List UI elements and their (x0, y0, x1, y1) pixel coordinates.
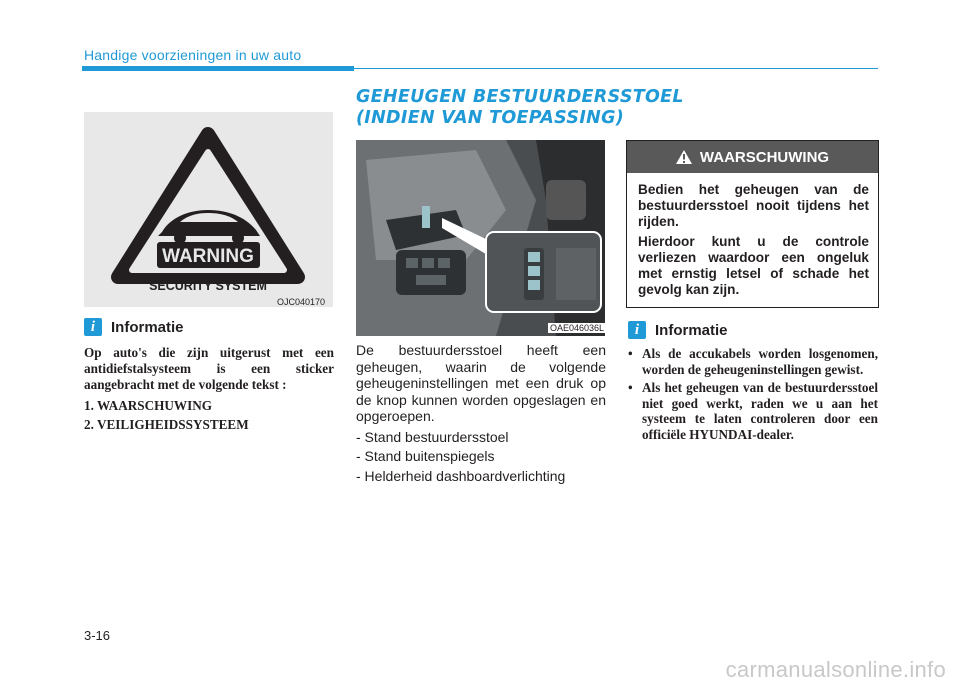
info-bullet-item: • Als de accukabels worden losgenomen, worden de geheugeninstellingen gewist. (628, 346, 878, 377)
info-heading-right (628, 321, 728, 339)
memory-setting-item: - Stand buitenspiegels (356, 448, 495, 464)
page-number: 3-16 (84, 628, 111, 643)
warning-body (627, 173, 878, 298)
sticker-warning-word: WARNING (162, 246, 254, 267)
info-text-left (84, 345, 334, 433)
warning-header (627, 141, 878, 173)
section-title-line2: (INDIEN VAN TOEPASSING) (356, 108, 625, 128)
memory-setting-item: - Helderheid dashboardverlichting (356, 467, 566, 484)
figure-caption: OAE046036L (550, 323, 605, 333)
seat-memory-paragraph: De bestuurdersstoel heeft een geheugen, waarin de volgende geheugeninstellingen met een druk op de knop kunnen worden opgeslagen en opgeroepen. (356, 342, 606, 424)
warning-paragraph: Hierdoor kunt u de controle verliezen waardoor een ongeluk met ernstig letsel of schade het gevolg kan zijn. (638, 234, 869, 297)
warning-triangle-icon (676, 150, 692, 164)
seat-memory-figure (356, 140, 605, 336)
header-rule (354, 68, 878, 69)
info-item: 1. WAARSCHUWING (84, 398, 212, 413)
warning-header-label: WAARSCHUWING (699, 148, 830, 166)
section-title-line1: GEHEUGEN BESTUURDERSSTOEL (356, 87, 684, 107)
door-panel-image (356, 140, 605, 336)
info-heading-left (84, 318, 184, 336)
info-label: Informatie (655, 321, 728, 339)
seat-memory-text (356, 342, 606, 484)
info-bullet-list (628, 346, 878, 445)
info-icon: i (628, 321, 646, 339)
figure-caption: OJC040170 (277, 297, 326, 307)
info-paragraph: Op auto's die zijn uitgerust met een antidiefstalsysteem is een sticker aangebracht met de volgende tekst : (84, 345, 334, 392)
warning-paragraph: Bedien het geheugen van de bestuurdersstoel nooit tijdens het rijden. (638, 182, 869, 229)
header-accent-bar (82, 66, 354, 71)
memory-setting-item: - Stand bestuurdersstoel (356, 428, 509, 445)
section-title (356, 87, 684, 129)
section-header-title: Handige voorzieningen in uw auto (84, 47, 302, 63)
info-icon: i (84, 318, 102, 336)
watermark: carmanualsonline.info (725, 657, 946, 682)
info-label: Informatie (111, 318, 184, 336)
warning-sticker-figure (84, 112, 333, 307)
warning-box (626, 140, 879, 308)
warning-sticker-image (84, 112, 333, 307)
info-item: 2. VEILIGHEIDSSYSTEEM (84, 417, 249, 432)
info-bullet-item: • Als het geheugen van de bestuurdersstoel niet goed werkt, raden we u aan het systeem te laten controleren door een officiële HYUNDAI-dealer. (628, 380, 878, 442)
sticker-security-system: SECURITY SYSTEM (149, 279, 267, 293)
